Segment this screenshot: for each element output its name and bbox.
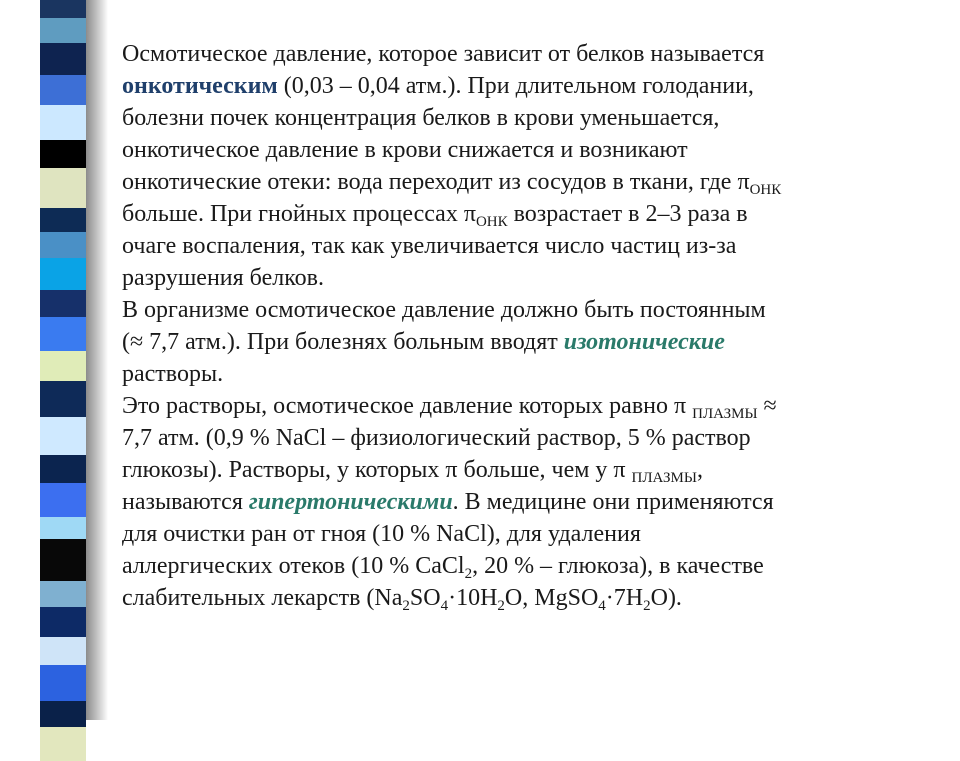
stripe bbox=[40, 727, 86, 761]
text-line: ≈ bbox=[757, 393, 777, 419]
stripe bbox=[40, 232, 86, 258]
stripe bbox=[40, 581, 86, 607]
stripe bbox=[40, 539, 86, 581]
stripe bbox=[40, 455, 86, 483]
subscript-plasma: ПЛАЗМЫ bbox=[692, 406, 758, 422]
text-line: аллергических отеков (10 % CaCl bbox=[122, 553, 465, 579]
stripe bbox=[40, 701, 86, 727]
text-line: для очистки ран от гноя (10 % NaCl), для удаления bbox=[122, 521, 641, 547]
slide-text bbox=[122, 38, 934, 614]
paragraph-oncotic-pressure bbox=[122, 38, 934, 294]
term-hypertonic: гипертоническими bbox=[248, 489, 453, 515]
text-line: возрастает в 2–3 раза в bbox=[507, 201, 748, 227]
chem-subscript: 4 bbox=[440, 598, 449, 614]
text-line: (≈ 7,7 атм.). При болезнях больным вводят bbox=[122, 329, 564, 355]
text-line: , 20 % – глюкоза), в качестве bbox=[472, 553, 764, 579]
text-line: больше. При гнойных процессах π bbox=[122, 201, 476, 227]
stripe bbox=[40, 140, 86, 168]
text-line: O, MgSO bbox=[504, 585, 599, 611]
text-line: глюкозы). Растворы, у которых π больше, чем у π bbox=[122, 457, 632, 483]
text-line: ·10H bbox=[448, 585, 498, 611]
term-oncotic: онкотическим bbox=[122, 73, 278, 99]
stripe bbox=[40, 665, 86, 701]
stripe bbox=[40, 168, 86, 208]
subscript-onk: ОНК bbox=[749, 182, 782, 198]
stripe bbox=[40, 517, 86, 539]
text-line: ·7H bbox=[605, 585, 644, 611]
chem-subscript: 4 bbox=[598, 598, 606, 614]
stripe bbox=[40, 208, 86, 232]
paragraph-constant-pressure bbox=[122, 294, 934, 390]
text-line: очаге воспаления, так как увеличивается число частиц из-за bbox=[122, 233, 737, 259]
stripe bbox=[40, 351, 86, 381]
text-line: разрушения белков. bbox=[122, 265, 324, 291]
decorative-stripe-column bbox=[40, 0, 86, 720]
text-line: онкотические отеки: вода переходит из сосудов в ткани, где π bbox=[122, 169, 750, 195]
text-line: Это растворы, осмотическое давление которых равно π bbox=[122, 393, 693, 419]
text-line: O). bbox=[650, 585, 682, 611]
stripe bbox=[40, 417, 86, 455]
text-line: . В медицине они применяются bbox=[452, 489, 774, 515]
stripe bbox=[40, 105, 86, 140]
text-line: SO bbox=[409, 585, 441, 611]
stripe bbox=[40, 317, 86, 351]
stripe bbox=[40, 483, 86, 517]
stripe bbox=[40, 637, 86, 665]
stripe bbox=[40, 18, 86, 43]
stripe-shadow bbox=[86, 0, 108, 720]
subscript-plasma: ПЛАЗМЫ bbox=[631, 470, 697, 486]
stripe bbox=[40, 75, 86, 105]
subscript-onk: ОНК bbox=[475, 214, 508, 230]
stripe bbox=[40, 290, 86, 317]
text-line: слабительных лекарств (Na bbox=[122, 585, 403, 611]
stripe bbox=[40, 0, 86, 18]
text-line: , bbox=[696, 457, 703, 483]
stripe bbox=[40, 381, 86, 417]
stripe bbox=[40, 258, 86, 290]
stripe bbox=[40, 43, 86, 75]
chem-subscript: 2 bbox=[497, 598, 505, 614]
chem-subscript: 2 bbox=[402, 598, 410, 614]
paragraph-solutions bbox=[122, 390, 934, 614]
text-line: онкотическое давление в крови снижается и возникают bbox=[122, 137, 688, 163]
chem-subscript: 2 bbox=[464, 566, 473, 582]
term-isotonic: изотонические bbox=[563, 329, 725, 355]
text-line: 7,7 атм. (0,9 % NaCl – физиологический раствор, 5 % раствор bbox=[122, 425, 751, 451]
text-line: называются bbox=[122, 489, 249, 515]
text-line: (0,03 – 0,04 атм.). При длительном голодании, bbox=[277, 73, 754, 99]
stripe bbox=[40, 607, 86, 637]
text-line: В организме осмотическое давление должно быть постоянным bbox=[122, 297, 766, 323]
text-line: болезни почек концентрация белков в крови уменьшается, bbox=[122, 105, 720, 131]
chem-subscript: 2 bbox=[643, 598, 651, 614]
text-line: растворы. bbox=[122, 361, 224, 387]
text-line: Осмотическое давление, которое зависит от белков называется bbox=[122, 41, 765, 67]
